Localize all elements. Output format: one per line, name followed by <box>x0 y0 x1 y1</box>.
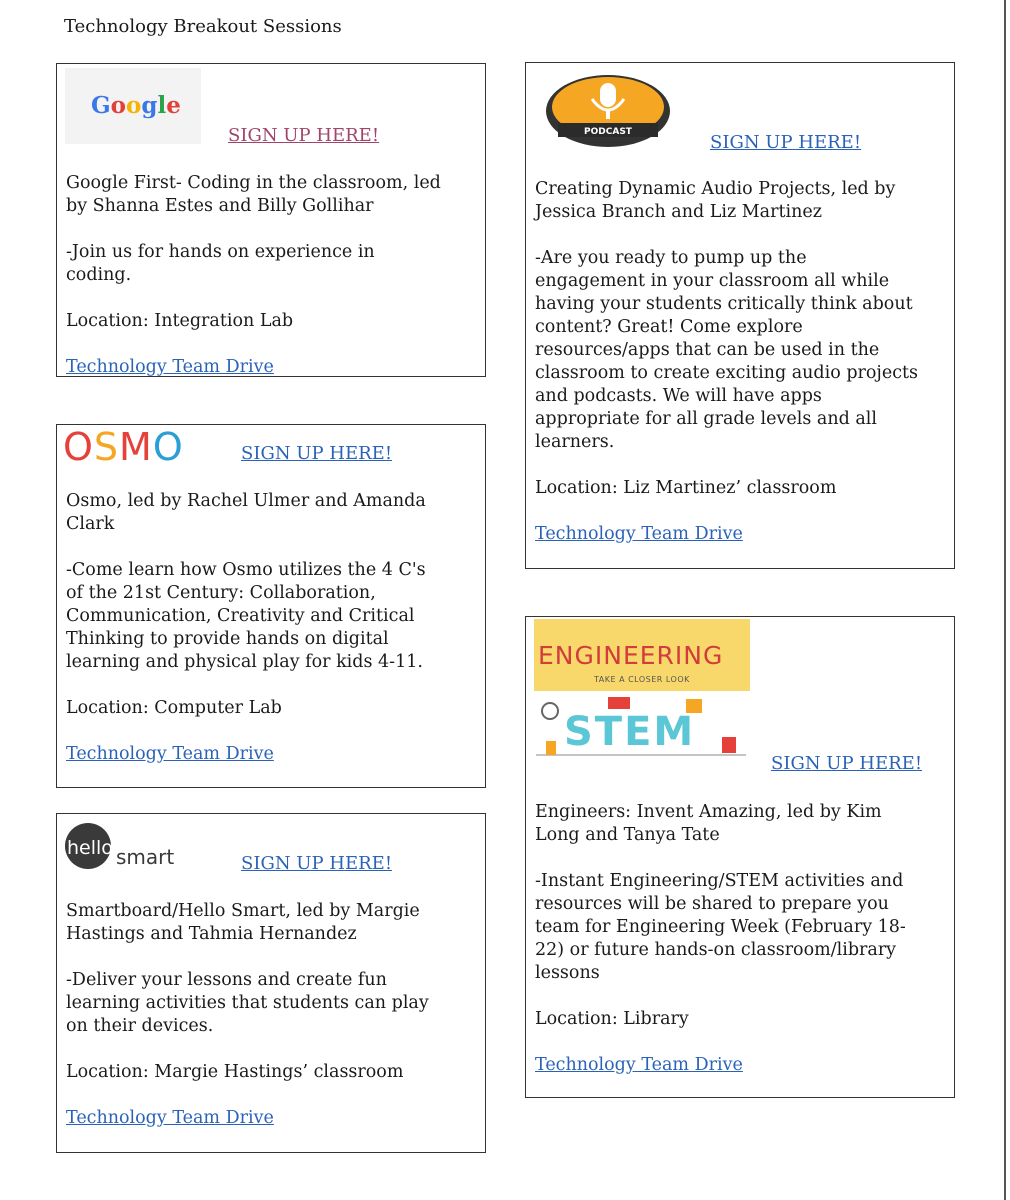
session-card-engineering <box>525 616 955 1098</box>
smart-signup-link[interactable]: SIGN UP HERE! <box>241 853 393 874</box>
osmo-description-5: learning and physical play for kids 4-11. <box>66 652 423 672</box>
engineering-description: -Instant Engineering/STEM activities and <box>535 871 904 891</box>
podcast-signup-link[interactable]: SIGN UP HERE! <box>710 132 862 153</box>
osmo-description-4: Thinking to provide hands on digital <box>66 629 389 649</box>
google-logo <box>65 68 201 144</box>
svg-text:smart: smart <box>116 845 175 869</box>
podcast-description-3: having your students critically think about <box>535 294 913 314</box>
podcast-description-8: appropriate for all grade levels and all <box>535 409 877 429</box>
svg-text:STEM: STEM <box>564 709 696 755</box>
google-session-title-2: by Shanna Estes and Billy Gollihar <box>66 196 374 216</box>
podcast-location: Location: Liz Martinez’ classroom <box>535 478 837 498</box>
podcast-logo <box>544 71 672 151</box>
google-team-drive-link[interactable]: Technology Team Drive <box>66 357 274 377</box>
svg-text:hello: hello <box>67 837 113 859</box>
engineering-banner-subtitle: TAKE A CLOSER LOOK <box>594 675 690 684</box>
page-edge <box>1004 0 1006 1200</box>
osmo-description-3: Communication, Creativity and Critical <box>66 606 415 626</box>
smart-location: Location: Margie Hastings’ classroom <box>66 1062 404 1082</box>
session-card-smart <box>56 813 486 1153</box>
podcast-description-9: learners. <box>535 432 615 452</box>
stem-logo <box>536 695 746 771</box>
google-logo-text: Google <box>91 92 181 119</box>
podcast-description: -Are you ready to pump up the <box>535 248 807 268</box>
engineering-banner <box>534 619 750 691</box>
session-card-podcast <box>525 62 955 569</box>
hello-smart-logo <box>64 822 184 872</box>
google-description-2: coding. <box>66 265 132 285</box>
svg-text:PODCAST: PODCAST <box>584 127 632 137</box>
google-description: -Join us for hands on experience in <box>66 242 375 262</box>
engineering-description-5: lessons <box>535 963 600 983</box>
engineering-description-3: team for Engineering Week (February 18- <box>535 917 906 937</box>
session-card-osmo <box>56 424 486 788</box>
smart-session-title-2: Hastings and Tahmia Hernandez <box>66 924 357 944</box>
smart-team-drive-link[interactable]: Technology Team Drive <box>66 1108 274 1128</box>
engineering-banner-title: ENGINEERING <box>538 641 724 670</box>
engineering-location: Location: Library <box>535 1009 689 1029</box>
engineering-team-drive-link[interactable]: Technology Team Drive <box>535 1055 743 1075</box>
osmo-logo: OSMO <box>63 425 184 469</box>
osmo-session-title: Osmo, led by Rachel Ulmer and Amanda <box>66 491 426 511</box>
osmo-description-2: of the 21st Century: Collaboration, <box>66 583 376 603</box>
google-session-title: Google First- Coding in the classroom, led <box>66 173 441 193</box>
podcast-team-drive-link[interactable]: Technology Team Drive <box>535 524 743 544</box>
podcast-session-title: Creating Dynamic Audio Projects, led by <box>535 179 896 199</box>
podcast-session-title-2: Jessica Branch and Liz Martinez <box>535 202 822 222</box>
osmo-signup-link[interactable]: SIGN UP HERE! <box>241 443 393 464</box>
engineering-signup-link[interactable]: SIGN UP HERE! <box>771 753 923 774</box>
osmo-description: -Come learn how Osmo utilizes the 4 C's <box>66 560 426 580</box>
engineering-description-2: resources will be shared to prepare you <box>535 894 889 914</box>
smart-description-3: on their devices. <box>66 1016 214 1036</box>
podcast-description-4: content? Great! Come explore <box>535 317 803 337</box>
session-card-google <box>56 63 486 377</box>
smart-description: -Deliver your lessons and create fun <box>66 970 387 990</box>
podcast-description-6: classroom to create exciting audio projects <box>535 363 919 383</box>
podcast-description-2: engagement in your classroom all while <box>535 271 890 291</box>
podcast-description-7: and podcasts. We will have apps <box>535 386 822 406</box>
osmo-location: Location: Computer Lab <box>66 698 282 718</box>
osmo-session-title-2: Clark <box>66 514 115 534</box>
google-signup-link[interactable]: SIGN UP HERE! <box>228 125 380 146</box>
osmo-team-drive-link[interactable]: Technology Team Drive <box>66 744 274 764</box>
smart-description-2: learning activities that students can play <box>66 993 429 1013</box>
engineering-session-title: Engineers: Invent Amazing, led by Kim <box>535 802 882 822</box>
google-location: Location: Integration Lab <box>66 311 294 331</box>
page-title: Technology Breakout Sessions <box>64 16 342 37</box>
podcast-description-5: resources/apps that can be used in the <box>535 340 880 360</box>
smart-session-title: Smartboard/Hello Smart, led by Margie <box>66 901 420 921</box>
engineering-session-title-2: Long and Tanya Tate <box>535 825 720 845</box>
engineering-description-4: 22) or future hands-on classroom/library <box>535 940 897 960</box>
